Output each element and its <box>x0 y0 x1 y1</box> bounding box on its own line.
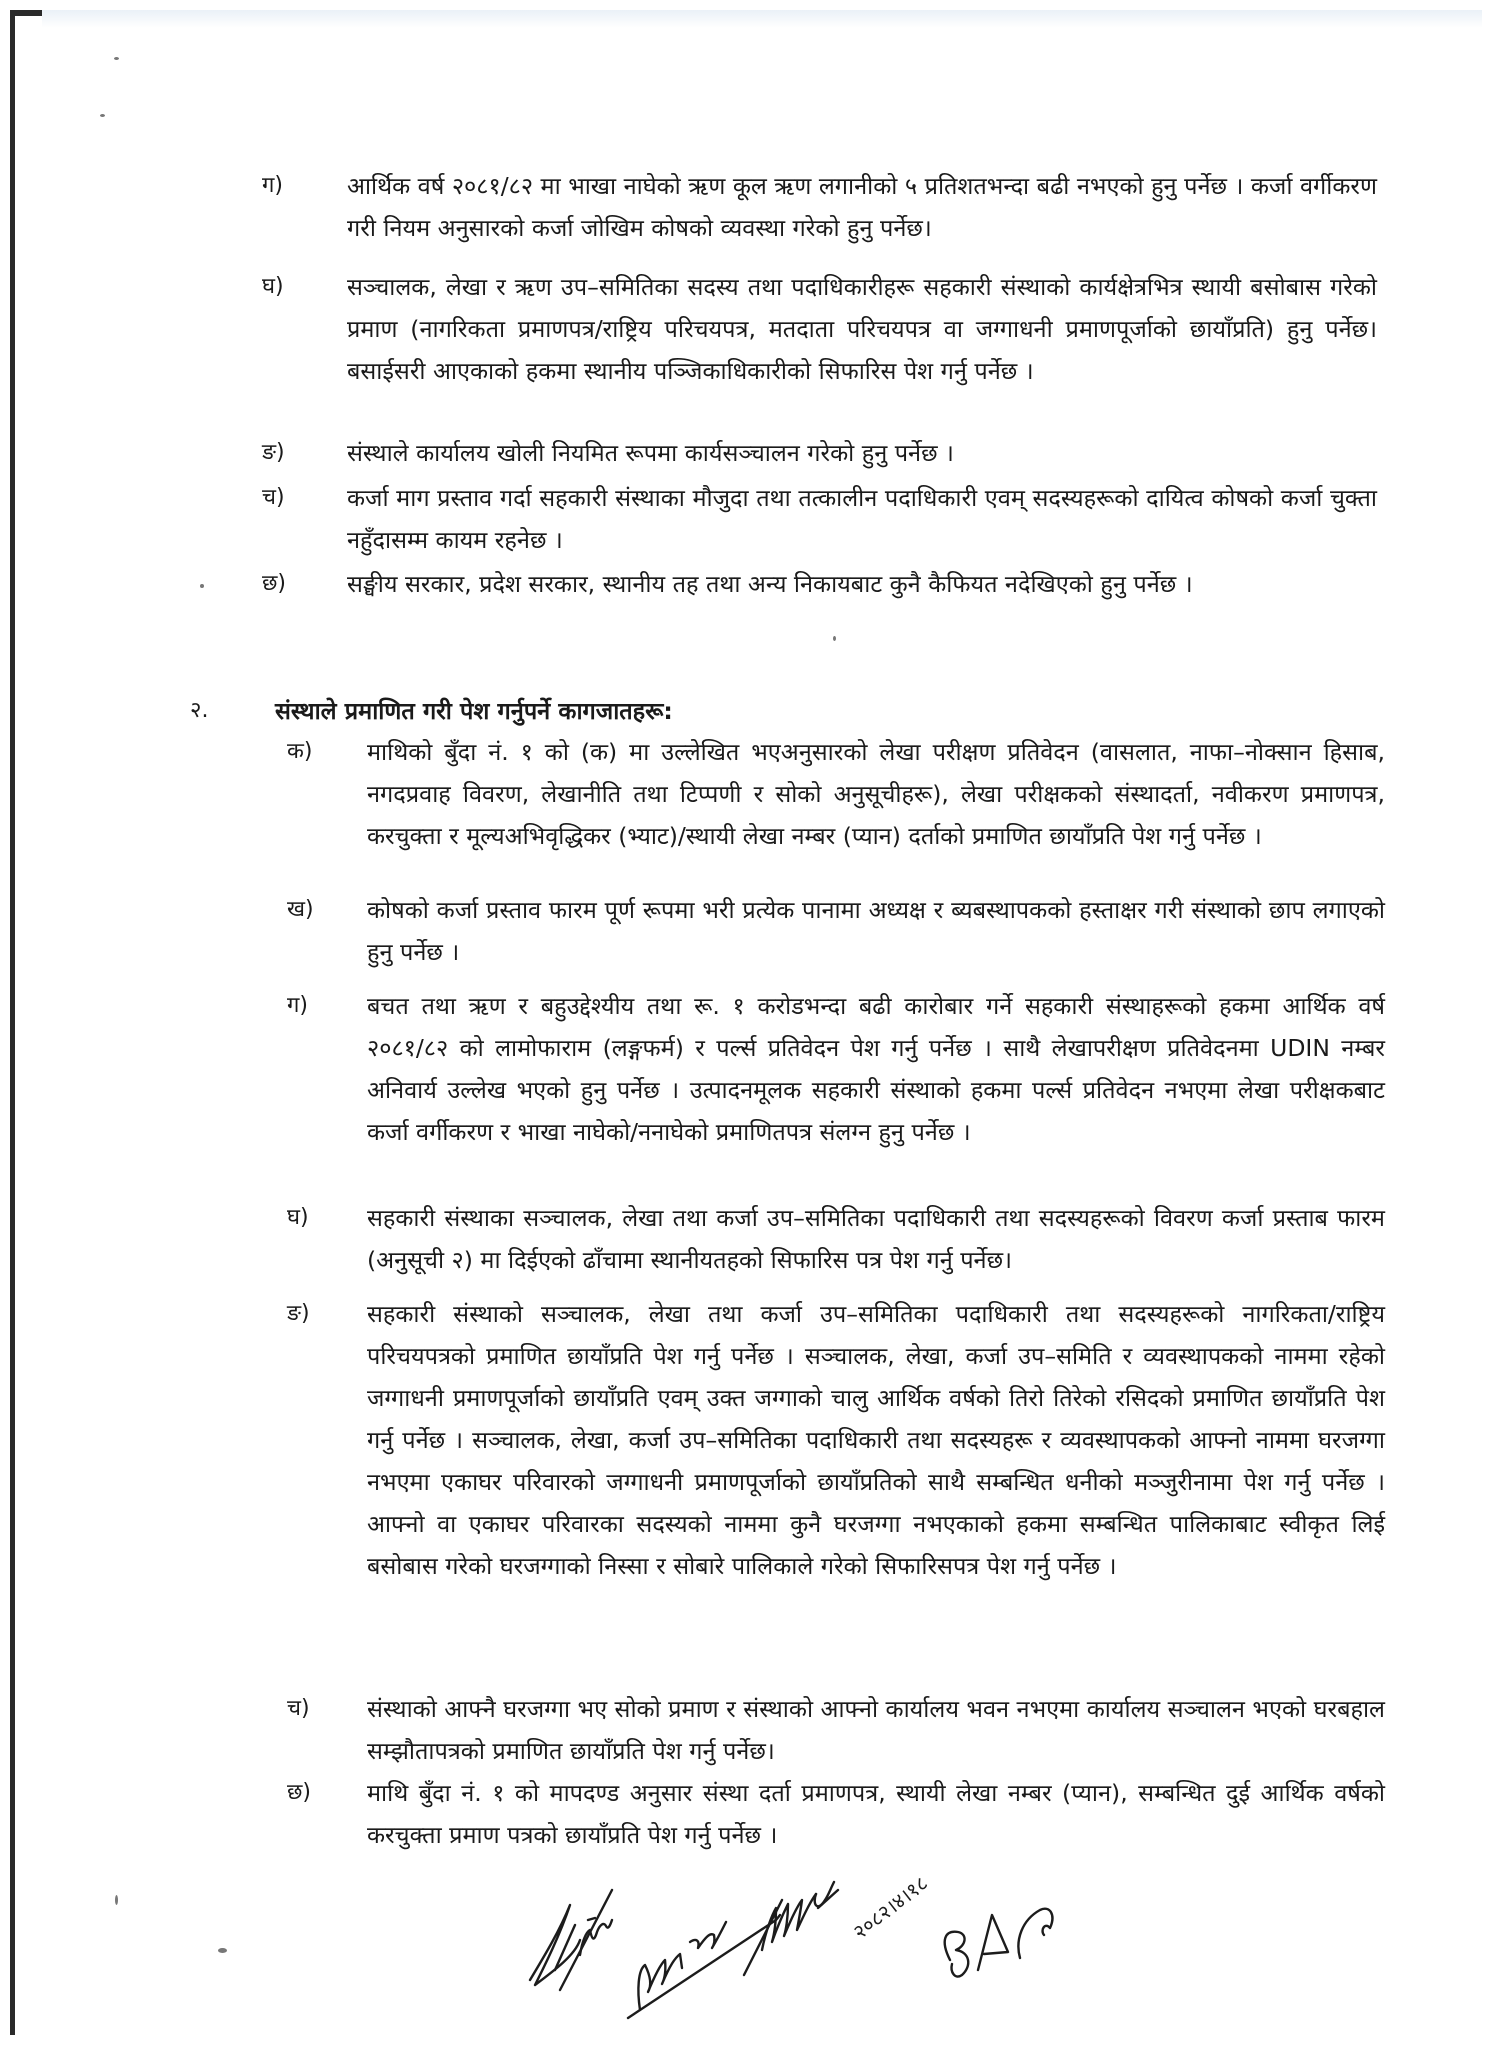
item-text: सञ्चालक, लेखा र ऋण उप–समितिका सदस्य तथा पदाधिकारीहरू सहकारी संस्थाको कार्यक्षेत्रभित्र स्थायी बसोबास गरेको प्रमाण (नागरिकता प्रमाणपत्र/राष्ट्रिय परिचयपत्र, मतदाता परिचयपत्र वा जग्गाधनी प्रमाणपूर्जाको छायाँप्रति) हुनु पर्नेछ। बसाईसरी आएकाको हकमा स्थानीय पञ्जिकाधिकारीको सिफारिस पेश गर्नु पर्नेछ । <box>347 273 1377 385</box>
item-marker: च) <box>287 1696 310 1721</box>
item-marker: ग) <box>262 173 283 198</box>
item-text: कर्जा माग प्रस्ताव गर्दा सहकारी संस्थाका मौजुदा तथा तत्कालीन पदाधिकारी एवम् सदस्यहरूको दायित्व कोषको कर्जा चुक्ता नहुँदासम्म कायम रहनेछ । <box>347 484 1377 554</box>
signature-2 <box>628 1915 780 2018</box>
scan-speck <box>114 57 119 60</box>
item-marker: क) <box>287 739 313 764</box>
item-marker: छ) <box>262 571 287 596</box>
section-number: २. <box>190 698 209 723</box>
item-text: माथिको बुँदा नं. १ को (क) मा उल्लेखित भएअनुसारको लेखा परीक्षण प्रतिवेदन (वासलात, नाफा–नोक्सान हिसाब, नगदप्रवाह विवरण, लेखानीति तथा टिप्पणी र सोको अनुसूचीहरू), लेखा परीक्षकको संस्थादर्ता, नवीकरण प्रमाणपत्र, करचुक्ता र मूल्यअभिवृद्धिकर (भ्याट)/स्थायी लेखा नम्बर (प्यान) दर्ताको प्रमाणित छायाँप्रति पेश गर्नु पर्नेछ । <box>367 738 1385 850</box>
item-text: सहकारी संस्थाका सञ्चालक, लेखा तथा कर्जा उप–समितिका पदाधिकारी तथा सदस्यहरूको विवरण कर्जा प्रस्ताब फारम (अनुसूची २) मा दिईएको ढाँचामा स्थानीयतहको सिफारिस पत्र पेश गर्नु पर्नेछ। <box>367 1204 1385 1274</box>
section-title: संस्थाले प्रमाणित गरी पेश गर्नुपर्ने कागजातहरू: <box>275 697 673 725</box>
scan-border <box>10 10 15 2035</box>
item-text: आर्थिक वर्ष २०८१/८२ मा भाखा नाघेको ऋण कूल ऋण लगानीको ५ प्रतिशतभन्दा बढी नभएको हुनु पर्नेछ । कर्जा वर्गीकरण गरी नियम अनुसारको कर्जा जोखिम कोषको व्यवस्था गरेको हुनु पर्नेछ। <box>347 172 1377 242</box>
item-marker: छ) <box>287 1780 312 1805</box>
item-text: कोषको कर्जा प्रस्ताव फारम पूर्ण रूपमा भरी प्रत्येक पानामा अध्यक्ष र ब्यबस्थापकको हस्ताक्षर गरी संस्थाको छाप लगाएको हुनु पर्नेछ । <box>367 896 1385 966</box>
item-text: संस्थाको आफ्नै घरजग्गा भए सोको प्रमाण र संस्थाको आफ्नो कार्यालय भवन नभएमा कार्यालय सञ्चालन भएको घरबहाल सम्झौतापत्रको प्रमाणित छायाँप्रति पेश गर्नु पर्नेछ। <box>367 1695 1385 1765</box>
signature-1 <box>530 1890 612 1990</box>
item-marker: ख) <box>287 897 314 922</box>
item-marker: ङ) <box>287 1301 310 1326</box>
scan-speck <box>200 584 204 588</box>
item-marker: च) <box>262 485 285 510</box>
scan-border-corner <box>10 10 42 16</box>
item-text: माथि बुँदा नं. १ को मापदण्ड अनुसार संस्था दर्ता प्रमाणपत्र, स्थायी लेखा नम्बर (प्यान), सम्बन्धित दुई आर्थिक वर्षको करचुक्ता प्रमाण पत्रको छायाँप्रति पेश गर्नु पर्नेछ । <box>367 1779 1385 1849</box>
scan-speck <box>218 1948 227 1953</box>
scan-speck <box>833 636 836 641</box>
scan-tint <box>42 10 1482 28</box>
handwritten-date: २०८२।४।१८ <box>848 1870 933 1944</box>
signatures-block <box>500 1860 1320 2020</box>
item-text: संस्थाले कार्यालय खोली नियमित रूपमा कार्यसञ्चालन गरेको हुनु पर्नेछ । <box>347 439 954 467</box>
item-text: सहकारी संस्थाको सञ्चालक, लेखा तथा कर्जा उप–समितिका पदाधिकारी तथा सदस्यहरूको नागरिकता/राष्ट्रिय परिचयपत्रको प्रमाणित छायाँप्रति पेश गर्नु पर्नेछ । सञ्चालक, लेखा, कर्जा उप–समिति र व्यवस्थापकको नाममा रहेको जग्गाधनी प्रमाणपूर्जाको छायाँप्रति एवम् उक्त जग्गाको चालु आर्थिक वर्षको तिरो तिरेको रसिदको प्रमाणित छायाँप्रति पेश गर्नु पर्नेछ । सञ्चालक, लेखा, कर्जा उप–समितिका पदाधिकारी तथा सदस्यहरू र व्यवस्थापकको आफ्नो नाममा घरजग्गा नभएमा एकाघर परिवारको जग्गाधनी प्रमाणपूर्जाको छायाँप्रतिको साथै सम्बन्धित धनीको मञ्जुरीनामा पेश गर्नु पर्नेछ । आफ्नो वा एकाघर परिवारका सदस्यको नाममा कुनै घरजग्गा नभएकाको हकमा सम्बन्धित पालिकाबाट स्वीकृत लिई बसोबास गरेको घरजग्गाको निस्सा र सोबारे पालिकाले गरेको सिफारिसपत्र पेश गर्नु पर्नेछ । <box>367 1300 1385 1580</box>
signature-3 <box>744 1882 838 1975</box>
item-marker: घ) <box>287 1205 309 1230</box>
item-marker: ग) <box>287 993 308 1018</box>
item-marker: ङ) <box>262 440 285 465</box>
scan-speck <box>100 114 105 117</box>
signature-4 <box>945 1909 1053 1977</box>
item-marker: घ) <box>262 274 284 299</box>
item-text: बचत तथा ऋण र बहुउद्देश्यीय तथा रू. १ करोडभन्दा बढी कारोबार गर्ने सहकारी संस्थाहरूको हकमा आर्थिक वर्ष २०८१/८२ को लामोफाराम (लङ्गफर्म) र पर्ल्स प्रतिवेदन पेश गर्नु पर्नेछ । साथै लेखापरीक्षण प्रतिवेदनमा UDIN नम्बर अनिवार्य उल्लेख भएको हुनु पर्नेछ । उत्पादनमूलक सहकारी संस्थाको हकमा पर्ल्स प्रतिवेदन नभएमा लेखा परीक्षकबाट कर्जा वर्गीकरण र भाखा नाघेको/ननाघेको प्रमाणितपत्र संलग्न हुनु पर्नेछ । <box>367 992 1385 1146</box>
scan-speck <box>115 1895 118 1905</box>
item-text: सङ्घीय सरकार, प्रदेश सरकार, स्थानीय तह तथा अन्य निकायबाट कुनै कैफियत नदेखिएको हुनु पर्नेछ । <box>347 570 1193 598</box>
section-heading <box>0 690 1489 732</box>
